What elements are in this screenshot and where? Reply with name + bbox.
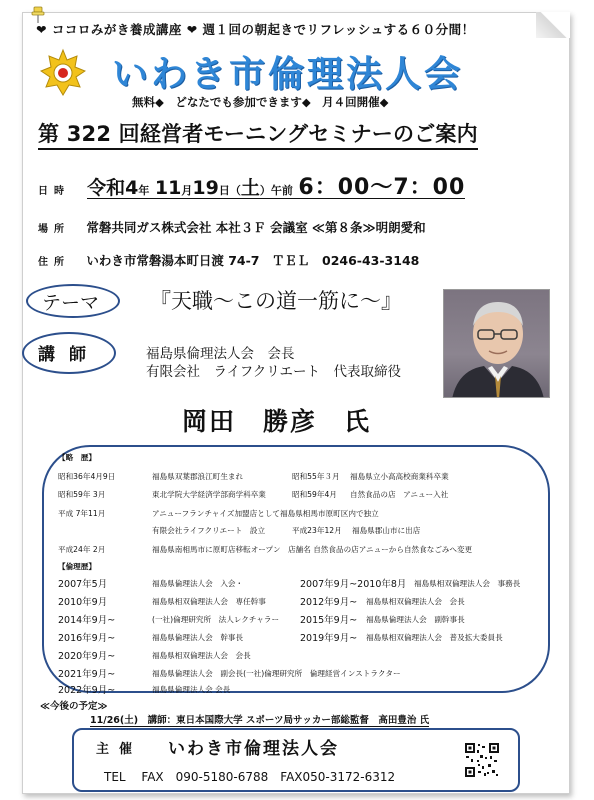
qr-code-icon <box>464 742 500 778</box>
rinri-date: 2010年9月 <box>58 597 108 608</box>
career-text: アニューフランチャイズ加盟店として福島県相馬市原町区内で独立 <box>152 509 379 518</box>
ampm: 午前 <box>270 184 293 197</box>
bio-heading: 【略 歴】 <box>58 453 96 462</box>
rinri-text: 福島県相双倫理法人会 会長 <box>152 651 251 660</box>
rinri-text-2: 福島県倫理法人会 副幹事長 <box>366 615 465 624</box>
year-unit: 年 <box>138 184 150 197</box>
year: 4 <box>125 177 139 199</box>
rinri-text: 福島県倫理法人会 幹事長 <box>152 633 244 642</box>
paren-close: ） <box>259 184 271 197</box>
rinri-date: 2016年9月~ <box>58 633 116 644</box>
rinri-date-2: 2015年9月~ <box>300 615 358 626</box>
tagline: ❤ ココロみがき養成講座 ❤ 週１回の朝起きでリフレッシュする６０分間！ <box>36 22 475 37</box>
address-label: 住所 <box>38 257 70 268</box>
address-row <box>38 251 419 269</box>
rinri-heading: 【倫理歴】 <box>58 562 96 571</box>
rinri-date: 2014年9月~ <box>58 615 116 626</box>
place-row <box>38 218 426 236</box>
career-date: 平成 7年11月 <box>58 509 106 518</box>
rinri-text: 福島県倫理法人会 副会長(一社)倫理研究所 倫理経営インストラクター <box>152 669 401 678</box>
paren-open: （ <box>229 184 241 197</box>
era: 令和 <box>87 177 126 199</box>
rinri-text-2: 福島県相双倫理法人会 事務長 <box>414 579 521 588</box>
rinri-date-2: 2007年9月~2010年8月 <box>300 579 407 590</box>
weekday: 土 <box>240 177 260 199</box>
rinri-date: 2020年9月~ <box>58 651 116 662</box>
theme-text: 『天職～この道一筋に～』 <box>150 289 402 313</box>
career-text-2: 福島県郡山市に出店 <box>352 526 421 535</box>
future-item: 11/26(土) 講師：東日本国際大学 スポーツ局サッカー部総監督 高田豊治 氏 <box>90 712 429 727</box>
career-text: 有限会社ライフクリエート 設立 <box>152 526 266 535</box>
career-date: 昭和36年4月9日 <box>58 472 116 481</box>
host-name: いわき市倫理法人会 <box>168 739 339 759</box>
rinri-date: 2021年9月~ <box>58 669 116 680</box>
rinri-text: (一社)倫理研究所 法人レクチャラー <box>152 615 280 624</box>
career-text-2: 福島県立小高高校商業科卒業 <box>350 472 449 481</box>
lecturer-affiliation-2: 有限会社 ライフクリエート 代表取締役 <box>146 364 402 380</box>
date-row <box>38 170 465 201</box>
career-date-2: 平成23年12月 <box>292 526 342 535</box>
seminar-title: 第 322 回経営者モーニングセミナーのご案内 <box>38 118 478 150</box>
career-date: 昭和59年 3月 <box>58 490 106 499</box>
career-date-2: 昭和59年4月 <box>292 490 337 499</box>
place-label: 場所 <box>38 224 70 235</box>
rinri-text-2: 福島県相双倫理法人会 会長 <box>366 597 465 606</box>
bio-frame <box>42 445 550 693</box>
portrait-icon <box>444 290 550 398</box>
career-text-2: 自然食品の店 アニュー入社 <box>350 490 449 499</box>
subtitle: 無料◆ どなたでも参加できます◆ 月４回開催◆ <box>132 95 389 109</box>
place-text: 常磐共同ガス株式会社 本社３Ｆ 会議室 ≪第８条≫明朗愛和 <box>86 220 426 235</box>
career-text: 東北学院大学経済学部商学科卒業 <box>152 490 266 499</box>
rinri-date: 2022年9月~ <box>58 685 116 696</box>
lecturer-affiliation-1: 福島県倫理法人会 会長 <box>146 346 295 362</box>
rinri-date: 2007年5月 <box>58 579 108 590</box>
career-date: 平成24年 2月 <box>58 545 106 554</box>
contact-info: TEL FAX 090-5180-6788 FAX050-3172-6312 <box>104 770 396 784</box>
rinri-text: 福島県倫理法人会 入会・ <box>152 579 244 588</box>
address-text: いわき市常磐湯本町日渡 74-7 ＴＥＬ 0246-43-3148 <box>86 253 420 268</box>
lecturer-name: 岡田 勝彦 氏 <box>182 407 372 436</box>
month: 11 <box>154 177 182 199</box>
month-unit: 月 <box>181 184 193 197</box>
lecturer-label: 講師 <box>38 345 100 365</box>
day: 19 <box>192 177 219 199</box>
lecturer-photo <box>443 289 550 398</box>
date-value <box>87 175 466 200</box>
rinri-text: 福島県相双倫理法人会 専任幹事 <box>152 597 266 606</box>
day-unit: 日 <box>218 184 230 197</box>
future-heading: ≪今後の予定≫ <box>40 701 108 712</box>
career-text: 福島県双葉郡浪江町生まれ <box>152 472 244 481</box>
career-text: 福島県南相馬市に原町店移転オープン 店舗名 自然食品の店アニューから自然食なごみへ変更 <box>152 545 473 554</box>
rinri-text: 福島県倫理法人会 会長 <box>152 685 231 694</box>
rinri-text-2: 福島県相双倫理法人会 普及拡大委員長 <box>366 633 503 642</box>
rinri-date-2: 2012年9月~ <box>300 597 358 608</box>
org-title: いわき市倫理法人会 <box>112 54 464 95</box>
rinri-date-2: 2019年9月~ <box>300 633 358 644</box>
theme-label: テーマ <box>42 292 100 314</box>
date-label: 日時 <box>38 186 70 197</box>
time: 6：00～7：00 <box>298 175 466 200</box>
rinri-logo-icon <box>40 48 86 98</box>
career-date-2: 昭和55年３月 <box>292 472 340 481</box>
host-label: 主催 <box>96 742 143 757</box>
